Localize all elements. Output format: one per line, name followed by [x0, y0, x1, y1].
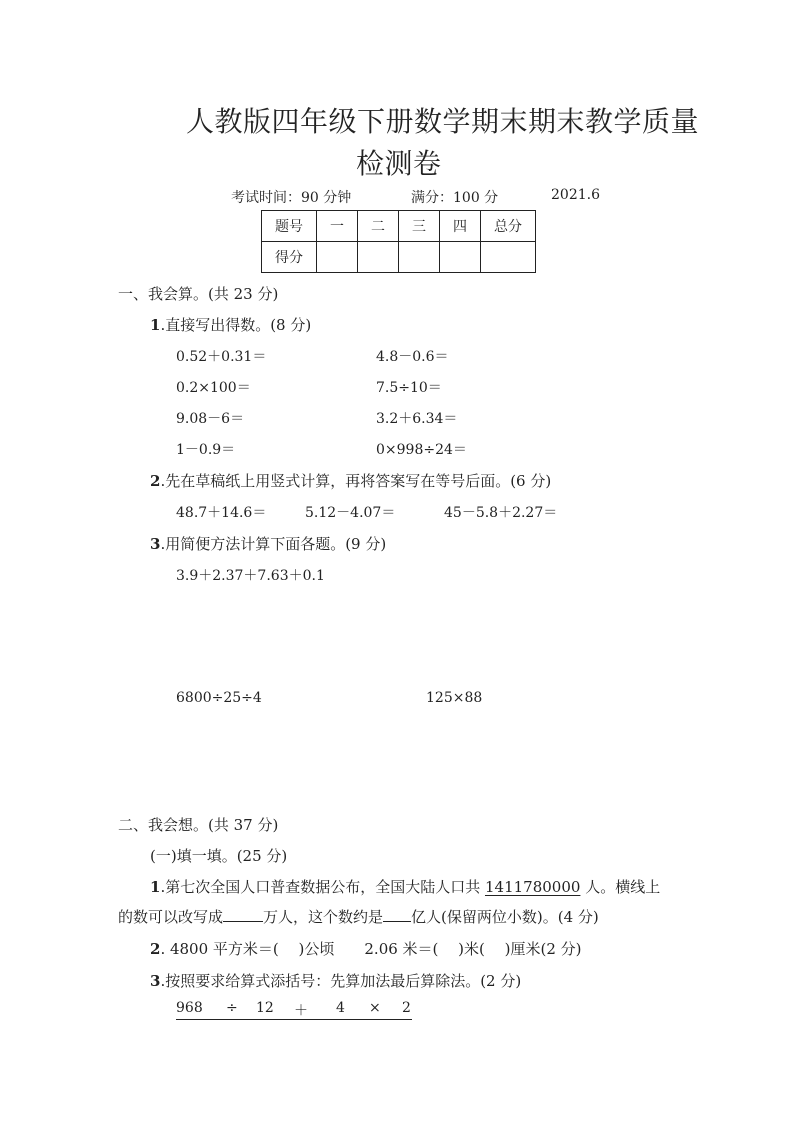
question-text: .直接写出得数。(8 分) — [160, 316, 312, 334]
answer-blank[interactable] — [223, 921, 263, 922]
calc-item: 5.12－4.07＝ — [305, 505, 396, 521]
calc-item: 125×88 — [426, 690, 483, 706]
score-table-cell: 三 — [399, 211, 440, 242]
calc-item: 0.2×100＝ — [176, 380, 251, 396]
expr-term: 968 — [176, 1000, 203, 1016]
calc-item: 45－5.8＋2.27＝ — [444, 505, 558, 521]
calc-item: 6800÷25÷4 — [176, 690, 262, 706]
score-table-cell: 题号 — [262, 211, 317, 242]
page-title-line2: 检测卷 — [356, 147, 442, 180]
question-number: 1 — [150, 316, 161, 334]
question-2-3 — [150, 970, 521, 991]
score-table-cell: 四 — [440, 211, 481, 242]
question-text: .第七次全国人口普查数据公布，全国大陆人口共 — [160, 878, 485, 896]
score-table-score-row — [262, 242, 536, 273]
calc-item: 48.7＋14.6＝ — [176, 505, 267, 521]
section2-heading: 二、我会想。(共 37 分) — [118, 816, 279, 834]
question-text: . 4800 平方米＝( )公顷 2.06 米＝( )米( )厘米(2 分) — [160, 940, 582, 958]
score-table-cell: 总分 — [481, 211, 536, 242]
question-1-1 — [150, 314, 311, 335]
question-text: 亿人(保留两位小数)。(4 分) — [411, 908, 599, 926]
score-entry-cell[interactable] — [481, 242, 536, 273]
question-text: 人。横线上 — [580, 878, 661, 896]
question-text: 的数可以改写成 — [118, 908, 224, 926]
calc-item: 7.5÷10＝ — [376, 380, 442, 396]
question-text: 万人，这个数约是 — [263, 908, 384, 926]
score-table-cell: 得分 — [262, 242, 317, 273]
score-table-cell: 二 — [358, 211, 399, 242]
score-table-header-row — [262, 211, 536, 242]
expr-underline — [176, 1019, 412, 1020]
question-1-2 — [150, 470, 551, 491]
question-2-1-line2 — [118, 906, 599, 927]
calc-item: 0×998÷24＝ — [376, 442, 467, 458]
calc-item: 0.52＋0.31＝ — [176, 349, 267, 365]
score-entry-cell[interactable] — [440, 242, 481, 273]
question-text: .按照要求给算式添括号：先算加法最后算除法。(2 分) — [160, 972, 522, 990]
expr-operator: ÷ — [226, 1000, 238, 1016]
expr-operator: ＋ — [294, 1003, 308, 1019]
question-2-2 — [150, 938, 582, 959]
expr-term: 2 — [402, 1000, 411, 1016]
score-entry-cell[interactable] — [317, 242, 358, 273]
calc-item: 3.9＋2.37＋7.63＋0.1 — [176, 568, 325, 584]
question-1-3 — [150, 533, 386, 554]
calc-item: 3.2＋6.34＝ — [376, 411, 458, 427]
expr-operator: × — [369, 1000, 381, 1016]
question-number: 2 — [150, 472, 161, 490]
calc-item: 1－0.9＝ — [176, 442, 236, 458]
exam-date: 2021.6 — [551, 187, 600, 203]
question-number: 3 — [150, 972, 161, 990]
score-table-cell: 一 — [317, 211, 358, 242]
score-table — [261, 210, 536, 273]
subsection-heading: (一)填一填。(25 分) — [150, 847, 288, 865]
question-number: 1 — [150, 878, 161, 896]
score-entry-cell[interactable] — [399, 242, 440, 273]
expr-term: 4 — [336, 1000, 345, 1016]
calc-item: 9.08－6＝ — [176, 411, 245, 427]
expr-term: 12 — [256, 1000, 274, 1016]
full-score: 满分：100 分 — [411, 190, 499, 206]
question-number: 3 — [150, 535, 161, 553]
question-text: .先在草稿纸上用竖式计算，再将答案写在等号后面。(6 分) — [160, 472, 552, 490]
calc-item: 4.8－0.6＝ — [376, 349, 449, 365]
section1-heading: 一、我会算。(共 23 分) — [118, 285, 279, 303]
page-title-line1: 人教版四年级下册数学期末期末教学质量 — [186, 105, 700, 138]
exam-time: 考试时间：90 分钟 — [231, 190, 352, 206]
question-text: .用简便方法计算下面各题。(9 分) — [160, 535, 387, 553]
population-number: 1411780000 — [484, 878, 581, 896]
score-entry-cell[interactable] — [358, 242, 399, 273]
question-2-1 — [150, 876, 660, 897]
answer-blank[interactable] — [383, 921, 411, 922]
question-number: 2 — [150, 940, 161, 958]
